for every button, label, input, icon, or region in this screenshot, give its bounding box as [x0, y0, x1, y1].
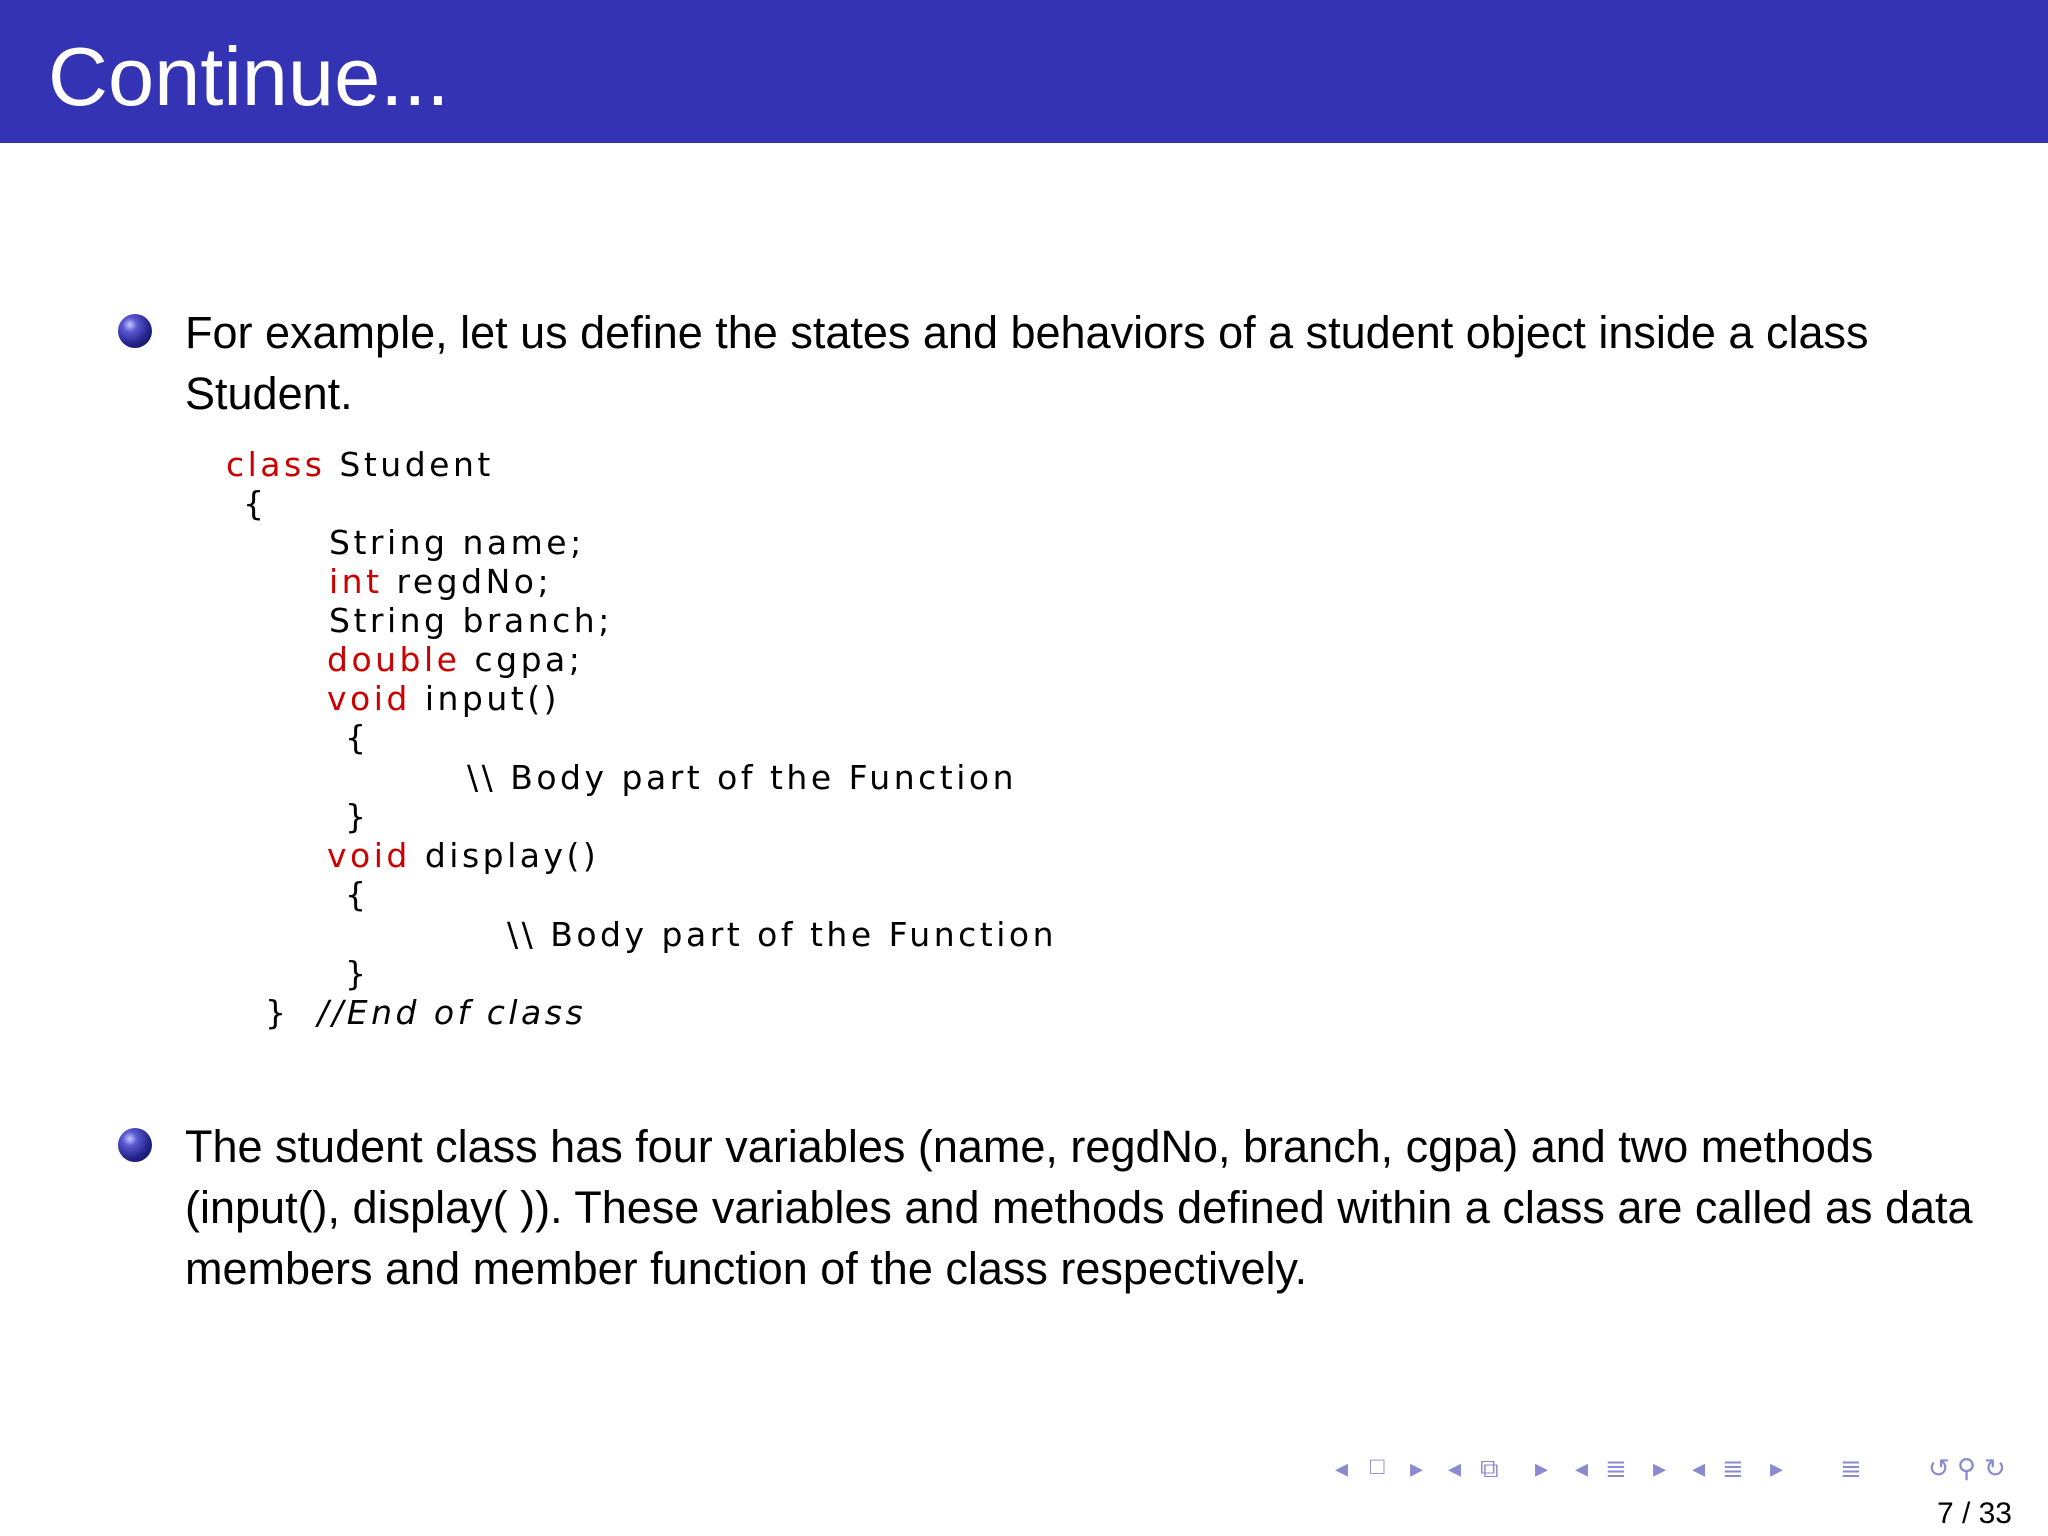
code-line [329, 523, 585, 563]
text-line: Student. [185, 368, 353, 419]
text-line: For example, let us define the states and behaviors of a student object inside a class [185, 307, 1869, 358]
code-end-comment: //End of class [317, 993, 587, 1032]
nav-forward-icon[interactable]: ↻ [1984, 1453, 2006, 1483]
text-line: The student class has four variables (name, regdNo, branch, cgpa) and two methods [185, 1121, 1874, 1172]
code-identifier: display() [424, 836, 600, 875]
nav-back-icon[interactable]: ↺ [1928, 1453, 1950, 1483]
code-type: String [329, 523, 449, 562]
nav-next-section-icon[interactable]: ▸ [1653, 1453, 1667, 1483]
code-keyword: void [327, 836, 411, 875]
nav-toc-icon[interactable]: ≣ [1840, 1453, 1862, 1483]
code-identifier: input() [424, 679, 560, 718]
code-brace: } [265, 993, 290, 1032]
nav-prev-frame-icon[interactable]: ◂ [1335, 1453, 1349, 1483]
code-line [327, 640, 583, 680]
code-line [327, 836, 599, 876]
code-keyword: double [327, 640, 461, 679]
code-class-name: Student [339, 445, 494, 484]
text-line: (input(), display( )). These variables and methods defined within a class are called as data [185, 1182, 1973, 1233]
nav-frame-icon[interactable]: □ [1370, 1453, 1385, 1480]
nav-next-frame-icon[interactable]: ▸ [1410, 1453, 1424, 1483]
code-line [329, 601, 613, 641]
title-bar [0, 0, 2048, 143]
text-line: members and member function of the class respectively. [185, 1243, 1308, 1294]
nav-next-slide-icon[interactable]: ▸ [1770, 1453, 1784, 1483]
code-identifier: cgpa; [474, 640, 584, 679]
code-line [327, 679, 560, 719]
nav-next-subsection-icon[interactable]: ▸ [1535, 1453, 1549, 1483]
code-keyword: void [327, 679, 411, 718]
code-line [226, 445, 494, 485]
nav-slide-icon[interactable]: ≣ [1722, 1453, 1744, 1483]
nav-prev-subsection-icon[interactable]: ◂ [1448, 1453, 1462, 1483]
code-line [265, 993, 586, 1033]
nav-subsection-icon[interactable]: ⧉ [1480, 1453, 1499, 1483]
slide-title: Continue... [48, 30, 450, 123]
code-line: { [345, 875, 370, 914]
code-identifier: regdNo; [396, 562, 553, 601]
code-identifier: name; [462, 523, 585, 562]
code-line [329, 562, 552, 602]
code-line: { [345, 718, 370, 757]
code-identifier: branch; [462, 601, 613, 640]
bullet-icon [118, 1128, 152, 1162]
nav-prev-section-icon[interactable]: ◂ [1575, 1453, 1589, 1483]
nav-prev-slide-icon[interactable]: ◂ [1692, 1453, 1706, 1483]
code-line: } [345, 797, 370, 836]
bullet-text-1 [185, 302, 1868, 424]
navigation-bar [1330, 1453, 2030, 1487]
code-comment: \\ Body part of the Function [467, 758, 1017, 797]
nav-section-icon[interactable]: ≣ [1605, 1453, 1627, 1483]
bullet-text-2 [185, 1116, 1973, 1299]
code-keyword: int [329, 562, 383, 601]
code-comment: \\ Body part of the Function [507, 915, 1057, 954]
nav-search-icon[interactable]: ⚲ [1957, 1453, 1977, 1483]
page-number: 7 / 33 [1936, 1497, 2012, 1530]
code-line: { [243, 484, 268, 523]
code-line: } [345, 954, 370, 993]
code-type: String [329, 601, 449, 640]
code-keyword: class [226, 445, 326, 484]
bullet-icon [118, 314, 152, 348]
